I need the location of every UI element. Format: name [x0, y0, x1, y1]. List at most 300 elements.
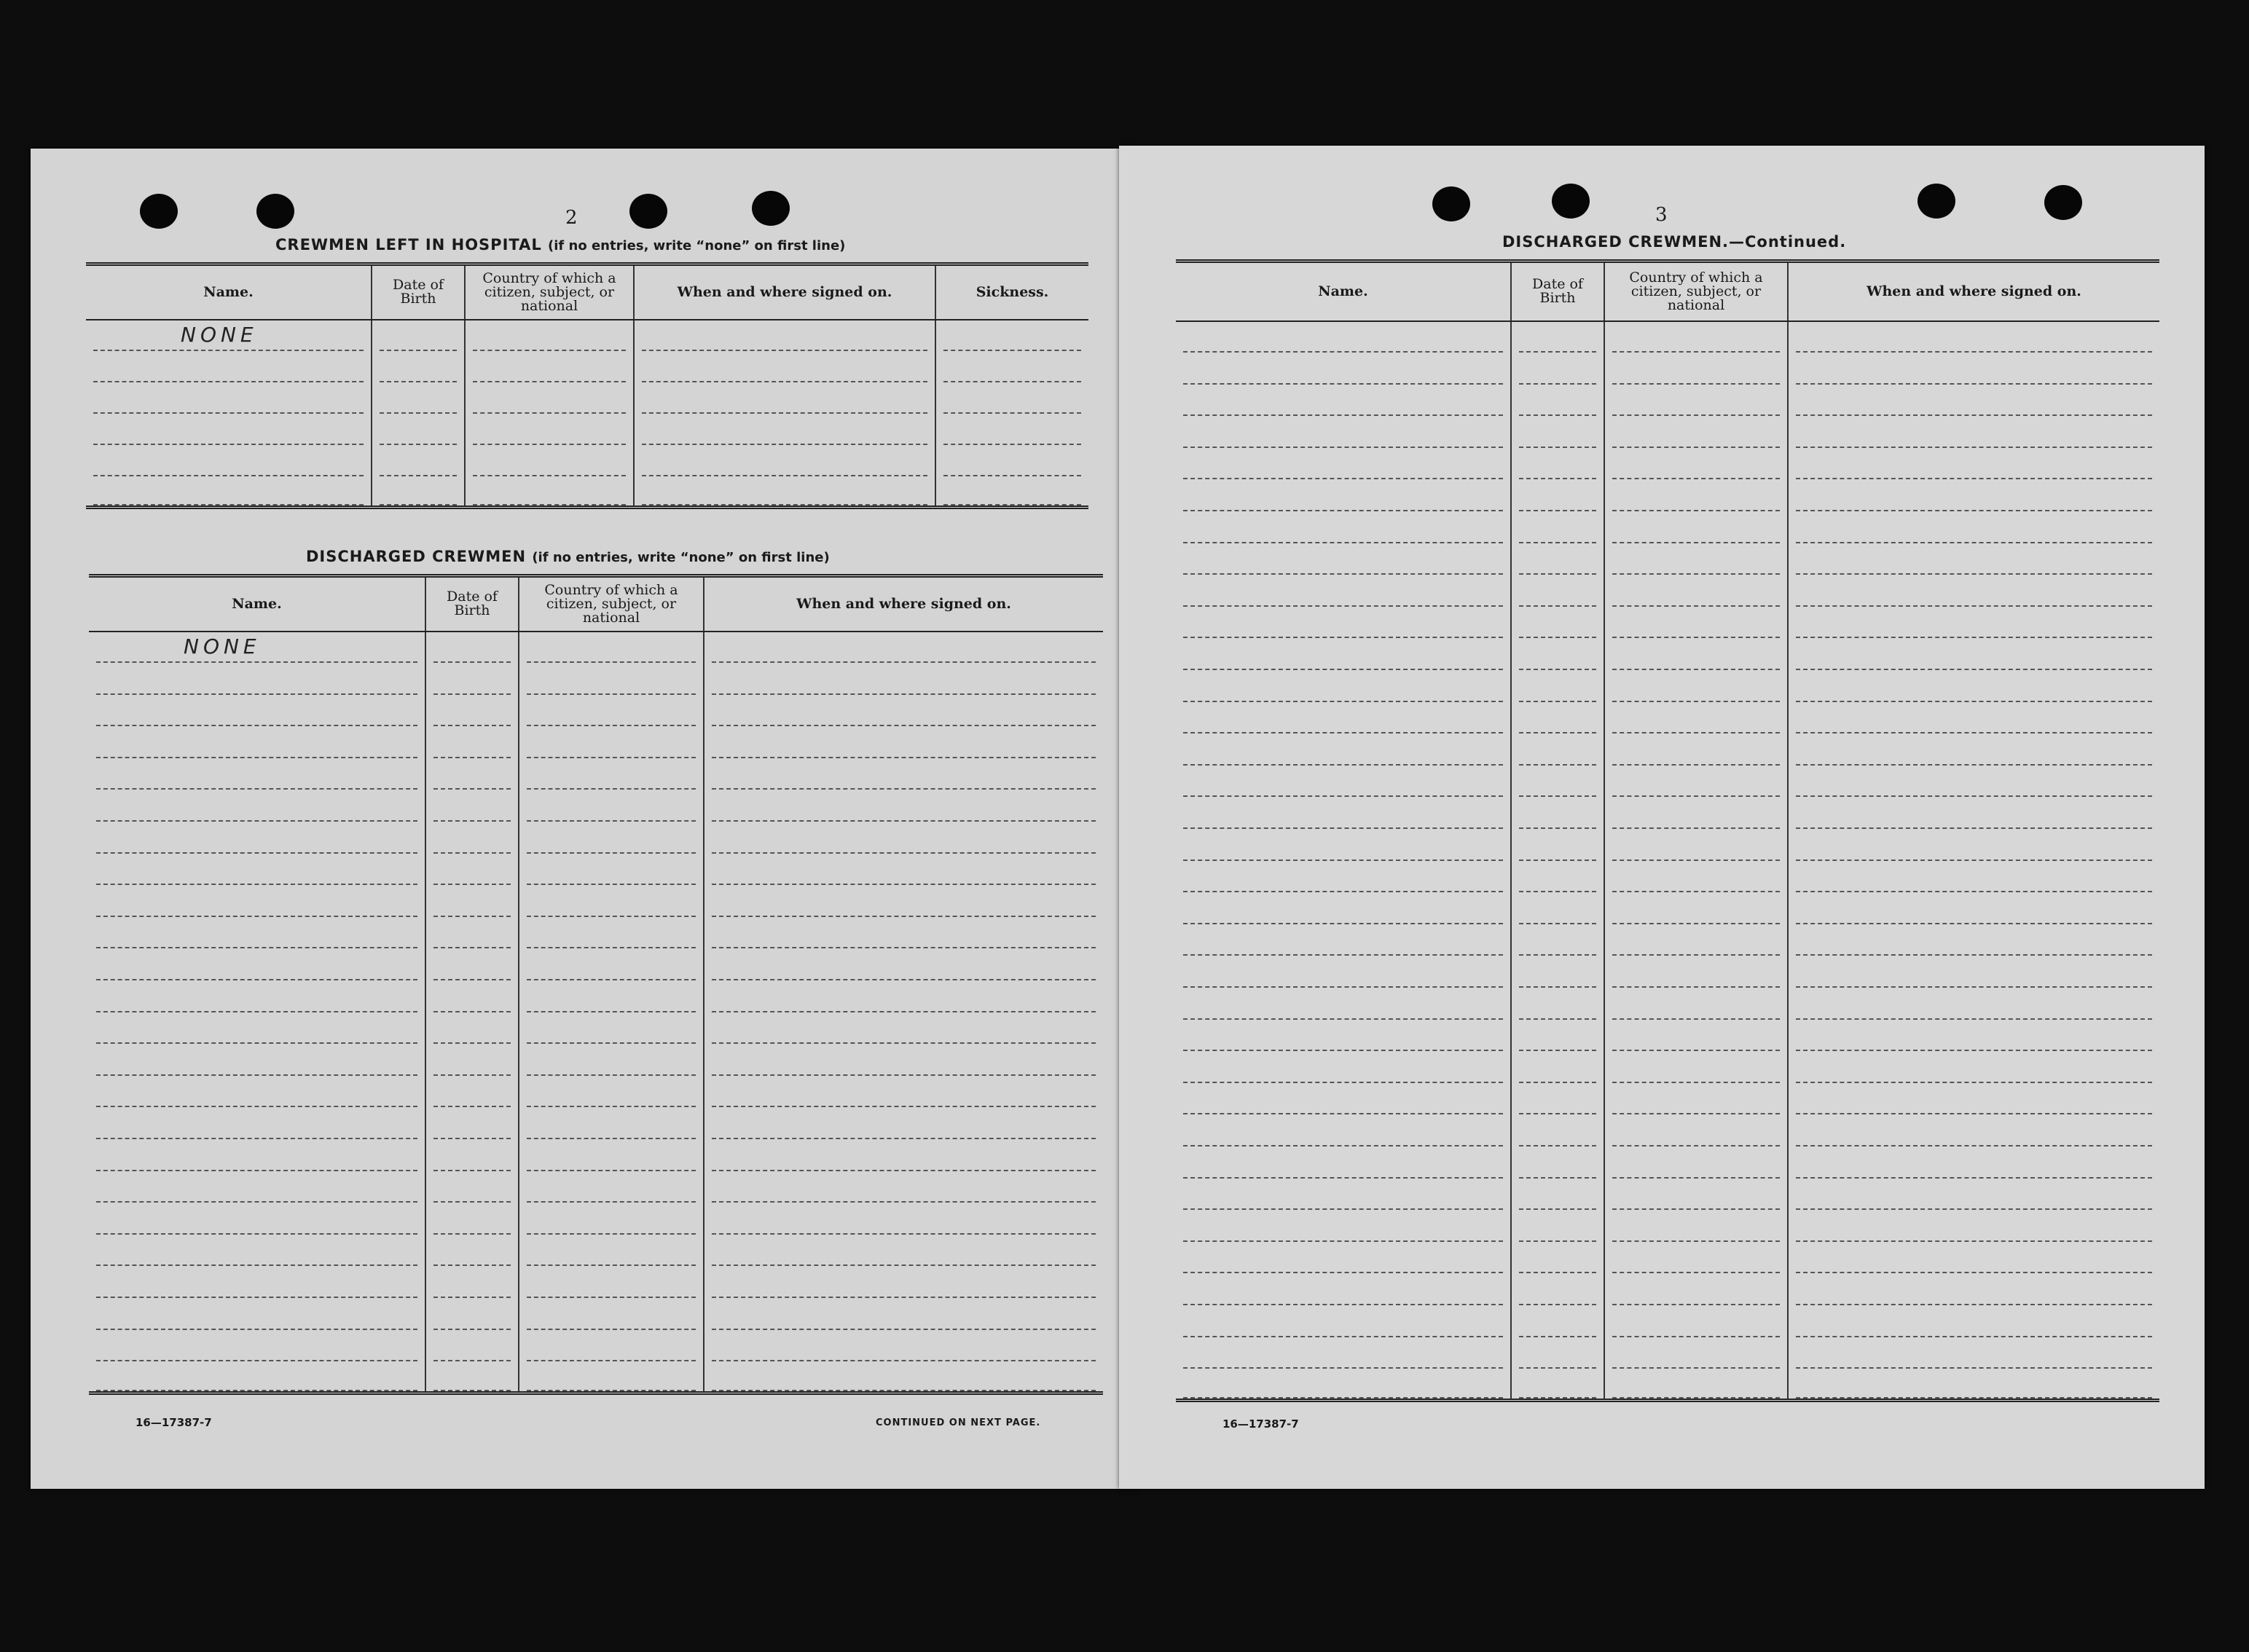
table-cell[interactable] [1511, 1114, 1604, 1146]
table-row [1176, 733, 2159, 766]
table-cell[interactable] [372, 414, 465, 445]
table-cell[interactable] [89, 1330, 425, 1362]
table-cell[interactable] [86, 382, 372, 414]
table-cell[interactable] [704, 758, 1103, 790]
table-cell[interactable] [425, 695, 519, 727]
table-cell[interactable] [89, 917, 425, 949]
table-cell[interactable] [1604, 575, 1788, 607]
table-cell[interactable] [89, 1266, 425, 1298]
table-cell[interactable] [1788, 1179, 2159, 1211]
table-cell[interactable] [1511, 1369, 1604, 1401]
table-row [1176, 1242, 2159, 1274]
table-cell[interactable] [372, 445, 465, 476]
table-cell[interactable] [519, 1139, 704, 1171]
table-cell[interactable] [1176, 988, 1511, 1020]
table-cell[interactable] [1176, 543, 1511, 575]
table-cell[interactable] [1788, 1369, 2159, 1401]
table-cell[interactable] [935, 351, 1088, 382]
table-cell[interactable] [1176, 797, 1511, 829]
table-cell[interactable] [1788, 353, 2159, 385]
table-cell[interactable] [1511, 797, 1604, 829]
table-cell[interactable] [1511, 733, 1604, 766]
table-cell[interactable] [1511, 1273, 1604, 1305]
table-cell[interactable] [704, 1107, 1103, 1139]
table-cell[interactable] [1788, 1146, 2159, 1179]
table-cell[interactable] [425, 1171, 519, 1203]
table-cell[interactable] [1511, 988, 1604, 1020]
table-cell[interactable] [89, 1076, 425, 1108]
table-cell[interactable] [1604, 511, 1788, 543]
table-cell[interactable] [86, 445, 372, 476]
table-cell[interactable] [1604, 385, 1788, 417]
table-cell[interactable] [1788, 988, 2159, 1020]
table-cell[interactable] [519, 1235, 704, 1267]
table-cell[interactable] [86, 320, 372, 351]
hospital-subtitle: (if no entries, write “none” on first line) [548, 238, 846, 253]
table-cell[interactable] [1176, 638, 1511, 670]
table-cell[interactable] [1511, 1146, 1604, 1179]
table-cell[interactable] [634, 320, 935, 351]
table-cell[interactable] [519, 695, 704, 727]
table-cell[interactable] [1788, 797, 2159, 829]
table-cell[interactable] [519, 726, 704, 758]
table-cell[interactable] [704, 1330, 1103, 1362]
table-cell[interactable] [89, 1361, 425, 1393]
table-cell[interactable] [1788, 638, 2159, 670]
table-cell[interactable] [425, 1266, 519, 1298]
table-cell[interactable] [372, 382, 465, 414]
table-cell[interactable] [1788, 1114, 2159, 1146]
table-cell[interactable] [425, 885, 519, 917]
table-cell[interactable] [89, 1298, 425, 1330]
table-cell[interactable] [425, 1330, 519, 1362]
table-cell[interactable] [1176, 416, 1511, 448]
table-cell[interactable] [704, 1203, 1103, 1235]
table-cell[interactable] [1788, 1337, 2159, 1369]
table-cell[interactable] [1604, 638, 1788, 670]
table-cell[interactable] [89, 758, 425, 790]
table-cell[interactable] [1511, 766, 1604, 798]
table-cell[interactable] [1176, 1020, 1511, 1052]
table-cell[interactable] [1788, 1210, 2159, 1242]
table-cell[interactable] [1788, 924, 2159, 956]
table-cell[interactable] [1511, 1020, 1604, 1052]
table-cell[interactable] [425, 822, 519, 854]
table-cell[interactable] [1604, 1083, 1788, 1115]
table-cell[interactable] [519, 1044, 704, 1076]
table-cell[interactable] [1176, 670, 1511, 702]
table-cell[interactable] [425, 948, 519, 980]
table-cell[interactable] [1176, 861, 1511, 893]
table-cell[interactable] [704, 1044, 1103, 1076]
table-row [89, 980, 1103, 1012]
table-cell[interactable] [1176, 385, 1511, 417]
table-cell[interactable] [1511, 1210, 1604, 1242]
table-cell[interactable] [465, 382, 634, 414]
table-cell[interactable] [704, 695, 1103, 727]
table-cell[interactable] [425, 1044, 519, 1076]
table-cell[interactable] [1604, 448, 1788, 480]
table-cell[interactable] [519, 854, 704, 886]
table-row [89, 790, 1103, 822]
punch-hole [1918, 184, 1955, 219]
table-cell[interactable] [1511, 543, 1604, 575]
table-cell[interactable] [1511, 638, 1604, 670]
table-cell[interactable] [1511, 607, 1604, 639]
table-cell[interactable] [704, 885, 1103, 917]
table-row [1176, 956, 2159, 988]
table-cell[interactable] [1604, 702, 1788, 734]
table-row [89, 758, 1103, 790]
table-cell[interactable] [704, 1171, 1103, 1203]
table-cell[interactable] [634, 476, 935, 508]
table-row [89, 695, 1103, 727]
table-cell[interactable] [89, 1235, 425, 1267]
table-cell[interactable] [425, 1139, 519, 1171]
table-cell[interactable] [425, 790, 519, 822]
punch-hole [256, 194, 294, 229]
table-cell[interactable] [519, 1076, 704, 1108]
table-cell[interactable] [425, 1235, 519, 1267]
table-cell[interactable] [1511, 511, 1604, 543]
table-cell[interactable] [519, 1266, 704, 1298]
table-cell[interactable] [519, 1298, 704, 1330]
table-cell[interactable] [704, 1266, 1103, 1298]
table-cell[interactable] [1788, 479, 2159, 511]
table-cell[interactable] [89, 726, 425, 758]
table-cell[interactable] [89, 1203, 425, 1235]
table-cell[interactable] [519, 1361, 704, 1393]
table-cell[interactable] [1176, 702, 1511, 734]
table-row [1176, 1179, 2159, 1211]
col-signed-on: When and where signed on. [704, 576, 1103, 632]
table-row [1176, 861, 2159, 893]
table-cell[interactable] [1604, 766, 1788, 798]
table-cell[interactable] [519, 1330, 704, 1362]
table-row [1176, 321, 2159, 353]
table-cell[interactable] [634, 445, 935, 476]
table-row [1176, 1273, 2159, 1305]
table-cell[interactable] [1604, 353, 1788, 385]
table-cell[interactable] [519, 822, 704, 854]
table-cell[interactable] [1604, 892, 1788, 924]
table-cell[interactable] [465, 414, 634, 445]
table-cell[interactable] [425, 854, 519, 886]
table-cell[interactable] [89, 885, 425, 917]
table-cell[interactable] [425, 1361, 519, 1393]
table-cell[interactable] [704, 1139, 1103, 1171]
table-cell[interactable] [935, 476, 1088, 508]
table-cell[interactable] [1788, 1020, 2159, 1052]
table-cell[interactable] [1176, 924, 1511, 956]
table-cell[interactable] [1176, 1114, 1511, 1146]
table-cell[interactable] [89, 854, 425, 886]
table-cell[interactable] [1604, 607, 1788, 639]
table-cell[interactable] [1788, 385, 2159, 417]
table-cell[interactable] [1176, 511, 1511, 543]
table-cell[interactable] [89, 948, 425, 980]
table-cell[interactable] [1511, 1337, 1604, 1369]
table-cell[interactable] [1788, 575, 2159, 607]
col-signed-on: When and where signed on. [634, 264, 935, 320]
table-cell[interactable] [1511, 479, 1604, 511]
page-number: 3 [1655, 204, 1668, 226]
table-cell[interactable] [1604, 733, 1788, 766]
table-cell[interactable] [1511, 1051, 1604, 1083]
table-cell[interactable] [1511, 702, 1604, 734]
table-cell[interactable] [519, 1107, 704, 1139]
table-cell[interactable] [89, 1044, 425, 1076]
table-cell[interactable] [1788, 448, 2159, 480]
table-cell[interactable] [704, 822, 1103, 854]
table-cell[interactable] [1176, 1242, 1511, 1274]
table-cell[interactable] [704, 1298, 1103, 1330]
table-cell[interactable] [86, 351, 372, 382]
table-cell[interactable] [425, 917, 519, 949]
table-cell[interactable] [86, 476, 372, 508]
table-cell[interactable] [1176, 1305, 1511, 1337]
table-cell[interactable] [1511, 1242, 1604, 1274]
table-cell[interactable] [1604, 1146, 1788, 1179]
table-cell[interactable] [1788, 702, 2159, 734]
table-row [89, 632, 1103, 664]
table-cell[interactable] [1788, 543, 2159, 575]
table-cell[interactable] [1788, 511, 2159, 543]
dotted-entry-line [380, 504, 457, 506]
table-cell[interactable] [519, 980, 704, 1012]
table-cell[interactable] [935, 414, 1088, 445]
table-cell[interactable] [1604, 1210, 1788, 1242]
table-cell[interactable] [1176, 1146, 1511, 1179]
table-cell[interactable] [1176, 892, 1511, 924]
table-row [1176, 479, 2159, 511]
table-cell[interactable] [1788, 829, 2159, 861]
handwritten-entry: NONE [184, 634, 261, 659]
table-cell[interactable] [1604, 479, 1788, 511]
table-cell[interactable] [1176, 1083, 1511, 1115]
table-cell[interactable] [1604, 1369, 1788, 1401]
table-cell[interactable] [1604, 670, 1788, 702]
table-cell[interactable] [1604, 416, 1788, 448]
table-row [89, 1235, 1103, 1267]
table-cell[interactable] [935, 445, 1088, 476]
table-cell[interactable] [1604, 1051, 1788, 1083]
table-cell[interactable] [1604, 543, 1788, 575]
table-cell[interactable] [465, 445, 634, 476]
table-cell[interactable] [1176, 1210, 1511, 1242]
table-cell[interactable] [1788, 1242, 2159, 1274]
table-cell[interactable] [425, 726, 519, 758]
table-cell[interactable] [89, 632, 425, 664]
table-cell[interactable] [704, 790, 1103, 822]
table-cell[interactable] [1176, 1051, 1511, 1083]
table-cell[interactable] [1511, 892, 1604, 924]
discharged-continued-rows [1176, 321, 2159, 1401]
table-cell[interactable] [704, 854, 1103, 886]
table-cell[interactable] [1604, 1020, 1788, 1052]
table-cell[interactable] [1176, 766, 1511, 798]
table-cell[interactable] [89, 695, 425, 727]
table-cell[interactable] [1604, 321, 1788, 353]
table-cell[interactable] [1176, 607, 1511, 639]
table-cell[interactable] [1604, 861, 1788, 893]
table-cell[interactable] [1511, 1179, 1604, 1211]
table-cell[interactable] [1176, 1369, 1511, 1401]
table-cell[interactable] [89, 822, 425, 854]
table-cell[interactable] [86, 414, 372, 445]
table-cell[interactable] [519, 1203, 704, 1235]
table-cell[interactable] [1511, 829, 1604, 861]
dotted-entry-line [1612, 1397, 1780, 1399]
table-cell[interactable] [425, 632, 519, 664]
table-cell[interactable] [89, 790, 425, 822]
table-cell[interactable] [89, 1139, 425, 1171]
table-cell[interactable] [1788, 1083, 2159, 1115]
table-cell[interactable] [519, 663, 704, 695]
table-cell[interactable] [465, 320, 634, 351]
table-cell[interactable] [465, 476, 634, 508]
table-cell[interactable] [519, 632, 704, 664]
table-cell[interactable] [704, 1361, 1103, 1393]
table-row [89, 726, 1103, 758]
table-cell[interactable] [465, 351, 634, 382]
table-cell[interactable] [425, 1298, 519, 1330]
table-cell[interactable] [634, 414, 935, 445]
table-cell[interactable] [425, 1203, 519, 1235]
discharged-continued-table [1176, 259, 2159, 1402]
table-cell[interactable] [89, 1107, 425, 1139]
table-cell[interactable] [519, 885, 704, 917]
col-country: Country of which a citizen, subject, or national [519, 576, 704, 632]
table-cell[interactable] [1604, 988, 1788, 1020]
table-cell[interactable] [1511, 1083, 1604, 1115]
table-cell[interactable] [1604, 1337, 1788, 1369]
table-cell[interactable] [1788, 861, 2159, 893]
table-cell[interactable] [704, 1235, 1103, 1267]
table-cell[interactable] [1788, 607, 2159, 639]
table-cell[interactable] [704, 726, 1103, 758]
table-cell[interactable] [1511, 924, 1604, 956]
table-cell[interactable] [519, 758, 704, 790]
dotted-entry-line [943, 504, 1081, 506]
table-cell[interactable] [1176, 321, 1511, 353]
table-row [89, 1044, 1103, 1076]
table-cell[interactable] [89, 1171, 425, 1203]
table-cell[interactable] [1788, 1305, 2159, 1337]
table-cell[interactable] [1788, 321, 2159, 353]
table-cell[interactable] [1511, 353, 1604, 385]
page-number: 2 [565, 207, 578, 229]
table-cell[interactable] [704, 1076, 1103, 1108]
table-cell[interactable] [704, 663, 1103, 695]
table-cell[interactable] [1176, 733, 1511, 766]
table-cell[interactable] [1604, 1242, 1788, 1274]
table-cell[interactable] [1788, 892, 2159, 924]
table-cell[interactable] [704, 980, 1103, 1012]
punch-hole [752, 191, 790, 226]
table-row [89, 1139, 1103, 1171]
table-cell[interactable] [634, 351, 935, 382]
table-cell[interactable] [519, 1171, 704, 1203]
table-cell[interactable] [1511, 861, 1604, 893]
table-cell[interactable] [935, 320, 1088, 351]
table-cell[interactable] [1788, 1051, 2159, 1083]
table-cell[interactable] [634, 382, 935, 414]
table-cell[interactable] [1176, 1179, 1511, 1211]
table-cell[interactable] [519, 790, 704, 822]
table-cell[interactable] [1604, 956, 1788, 988]
table-cell[interactable] [1604, 1114, 1788, 1146]
table-cell[interactable] [1511, 670, 1604, 702]
dotted-entry-line [473, 504, 626, 506]
table-cell[interactable] [519, 1012, 704, 1045]
table-cell[interactable] [704, 917, 1103, 949]
table-cell[interactable] [1788, 416, 2159, 448]
table-cell[interactable] [1176, 1337, 1511, 1369]
table-cell[interactable] [1176, 956, 1511, 988]
table-cell[interactable] [935, 382, 1088, 414]
table-cell[interactable] [1511, 416, 1604, 448]
table-cell[interactable] [1788, 670, 2159, 702]
table-cell[interactable] [1604, 1305, 1788, 1337]
table-cell[interactable] [1788, 766, 2159, 798]
table-cell[interactable] [1511, 385, 1604, 417]
table-cell[interactable] [1604, 797, 1788, 829]
table-cell[interactable] [372, 476, 465, 508]
table-row [1176, 1146, 2159, 1179]
table-cell[interactable] [1604, 924, 1788, 956]
table-cell[interactable] [1604, 829, 1788, 861]
table-cell[interactable] [519, 948, 704, 980]
table-cell[interactable] [425, 1107, 519, 1139]
table-cell[interactable] [519, 917, 704, 949]
table-cell[interactable] [1604, 1273, 1788, 1305]
table-cell[interactable] [1176, 829, 1511, 861]
table-cell[interactable] [1511, 956, 1604, 988]
discharged-subtitle: (if no entries, write “none” on first line) [532, 550, 830, 565]
table-cell[interactable] [1511, 575, 1604, 607]
table-cell[interactable] [425, 663, 519, 695]
table-cell[interactable] [1176, 353, 1511, 385]
table-cell[interactable] [1176, 575, 1511, 607]
table-cell[interactable] [704, 1012, 1103, 1045]
table-cell[interactable] [1511, 1305, 1604, 1337]
table-row [1176, 1051, 2159, 1083]
table-cell[interactable] [372, 351, 465, 382]
table-cell[interactable] [1176, 479, 1511, 511]
table-cell[interactable] [372, 320, 465, 351]
table-cell[interactable] [425, 980, 519, 1012]
table-cell[interactable] [1511, 321, 1604, 353]
table-cell[interactable] [1176, 1273, 1511, 1305]
table-cell[interactable] [1788, 733, 2159, 766]
table-cell[interactable] [1788, 1273, 2159, 1305]
table-cell[interactable] [1788, 956, 2159, 988]
form-number: 16—17387-7 [136, 1416, 212, 1429]
table-cell[interactable] [1176, 448, 1511, 480]
table-cell[interactable] [1604, 1179, 1788, 1211]
punch-hole [140, 194, 178, 229]
table-cell[interactable] [704, 948, 1103, 980]
table-cell[interactable] [89, 980, 425, 1012]
table-cell[interactable] [425, 758, 519, 790]
table-cell[interactable] [425, 1076, 519, 1108]
table-cell[interactable] [89, 663, 425, 695]
table-cell[interactable] [1511, 448, 1604, 480]
table-cell[interactable] [425, 1012, 519, 1045]
table-cell[interactable] [89, 1012, 425, 1045]
table-cell[interactable] [704, 632, 1103, 664]
